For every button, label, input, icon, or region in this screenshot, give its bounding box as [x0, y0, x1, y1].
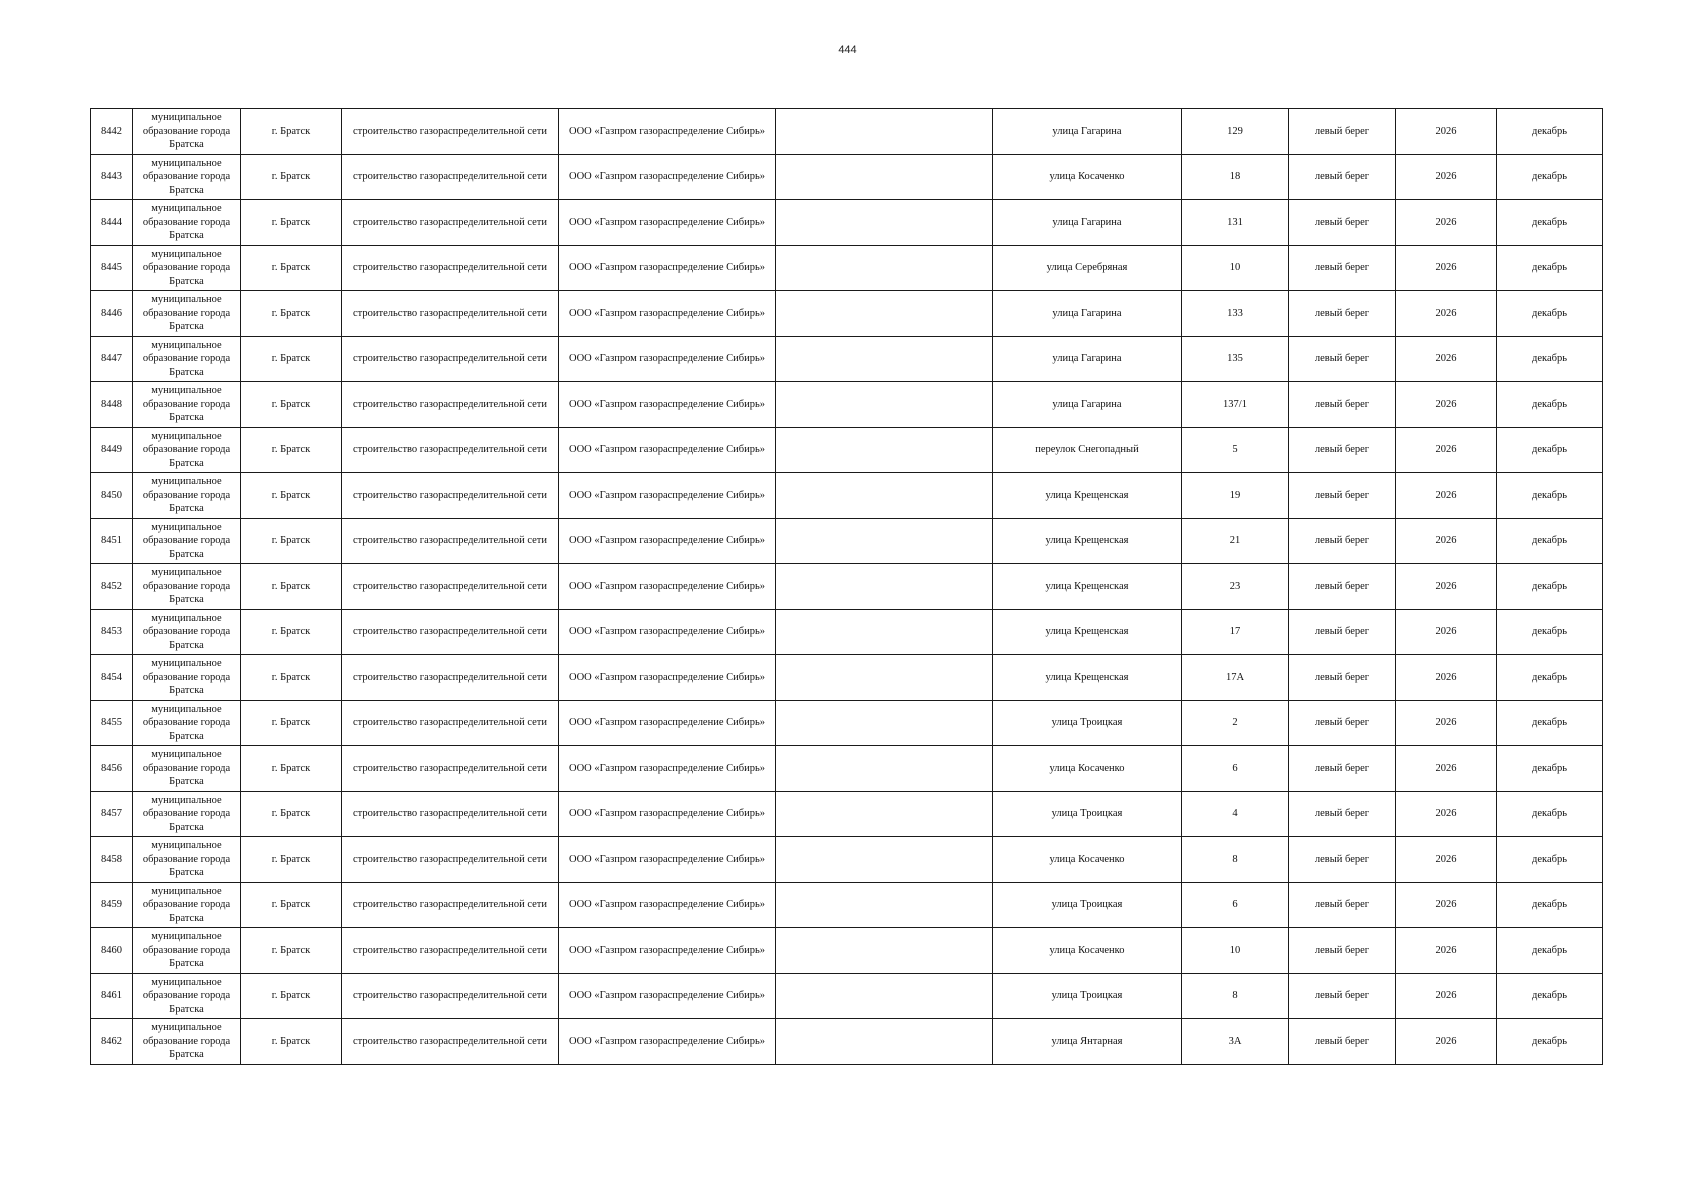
work-type-cell: строительство газораспределительной сети: [342, 746, 559, 792]
settlement-cell: г. Братск: [241, 973, 342, 1019]
street-cell: улица Троицкая: [993, 791, 1182, 837]
table-row: [91, 154, 1603, 200]
row-number-cell: 8450: [91, 473, 133, 519]
municipality-cell: муниципальное образование города Братска: [133, 200, 241, 246]
operator-cell: ООО «Газпром газораспределение Сибирь»: [559, 700, 776, 746]
table-row: [91, 245, 1603, 291]
street-cell: улица Гагарина: [993, 382, 1182, 428]
district-cell: левый берег: [1289, 564, 1396, 610]
work-type-cell: строительство газораспределительной сети: [342, 655, 559, 701]
work-type-cell: строительство газораспределительной сети: [342, 336, 559, 382]
municipality-cell: муниципальное образование города Братска: [133, 109, 241, 155]
settlement-cell: г. Братск: [241, 518, 342, 564]
year-cell: 2026: [1396, 245, 1497, 291]
settlement-cell: г. Братск: [241, 609, 342, 655]
municipality-cell: муниципальное образование города Братска: [133, 700, 241, 746]
municipality-cell: муниципальное образование города Братска: [133, 791, 241, 837]
month-cell: декабрь: [1497, 200, 1603, 246]
municipality-cell: муниципальное образование города Братска: [133, 655, 241, 701]
year-cell: 2026: [1396, 336, 1497, 382]
work-type-cell: строительство газораспределительной сети: [342, 473, 559, 519]
year-cell: 2026: [1396, 1019, 1497, 1065]
house-number-cell: 133: [1182, 291, 1289, 337]
settlement-cell: г. Братск: [241, 564, 342, 610]
settlement-cell: г. Братск: [241, 473, 342, 519]
street-cell: улица Косаченко: [993, 837, 1182, 883]
operator-cell: ООО «Газпром газораспределение Сибирь»: [559, 473, 776, 519]
district-cell: левый берег: [1289, 291, 1396, 337]
operator-cell: ООО «Газпром газораспределение Сибирь»: [559, 200, 776, 246]
empty-cell: [776, 109, 993, 155]
work-type-cell: строительство газораспределительной сети: [342, 700, 559, 746]
operator-cell: ООО «Газпром газораспределение Сибирь»: [559, 1019, 776, 1065]
empty-cell: [776, 928, 993, 974]
street-cell: улица Крещенская: [993, 655, 1182, 701]
operator-cell: ООО «Газпром газораспределение Сибирь»: [559, 746, 776, 792]
district-cell: левый берег: [1289, 655, 1396, 701]
work-type-cell: строительство газораспределительной сети: [342, 928, 559, 974]
street-cell: улица Косаченко: [993, 746, 1182, 792]
empty-cell: [776, 655, 993, 701]
row-number-cell: 8443: [91, 154, 133, 200]
month-cell: декабрь: [1497, 609, 1603, 655]
house-number-cell: 8: [1182, 973, 1289, 1019]
month-cell: декабрь: [1497, 655, 1603, 701]
settlement-cell: г. Братск: [241, 245, 342, 291]
house-number-cell: 10: [1182, 245, 1289, 291]
row-number-cell: 8459: [91, 882, 133, 928]
year-cell: 2026: [1396, 427, 1497, 473]
municipality-cell: муниципальное образование города Братска: [133, 473, 241, 519]
month-cell: декабрь: [1497, 746, 1603, 792]
row-number-cell: 8452: [91, 564, 133, 610]
district-cell: левый берег: [1289, 518, 1396, 564]
month-cell: декабрь: [1497, 382, 1603, 428]
table-row: [91, 382, 1603, 428]
row-number-cell: 8462: [91, 1019, 133, 1065]
empty-cell: [776, 200, 993, 246]
house-number-cell: 135: [1182, 336, 1289, 382]
table-row: [91, 700, 1603, 746]
house-number-cell: 131: [1182, 200, 1289, 246]
empty-cell: [776, 382, 993, 428]
house-number-cell: 129: [1182, 109, 1289, 155]
house-number-cell: 17А: [1182, 655, 1289, 701]
table-row: [91, 564, 1603, 610]
year-cell: 2026: [1396, 564, 1497, 610]
district-cell: левый берег: [1289, 837, 1396, 883]
settlement-cell: г. Братск: [241, 837, 342, 883]
house-number-cell: 19: [1182, 473, 1289, 519]
row-number-cell: 8442: [91, 109, 133, 155]
work-type-cell: строительство газораспределительной сети: [342, 1019, 559, 1065]
year-cell: 2026: [1396, 518, 1497, 564]
settlement-cell: г. Братск: [241, 200, 342, 246]
municipality-cell: муниципальное образование города Братска: [133, 518, 241, 564]
work-type-cell: строительство газораспределительной сети: [342, 109, 559, 155]
month-cell: декабрь: [1497, 245, 1603, 291]
work-type-cell: строительство газораспределительной сети: [342, 564, 559, 610]
empty-cell: [776, 245, 993, 291]
empty-cell: [776, 882, 993, 928]
street-cell: улица Троицкая: [993, 700, 1182, 746]
house-number-cell: 18: [1182, 154, 1289, 200]
house-number-cell: 2: [1182, 700, 1289, 746]
work-type-cell: строительство газораспределительной сети: [342, 518, 559, 564]
empty-cell: [776, 427, 993, 473]
table-row: [91, 427, 1603, 473]
settlement-cell: г. Братск: [241, 382, 342, 428]
operator-cell: ООО «Газпром газораспределение Сибирь»: [559, 336, 776, 382]
year-cell: 2026: [1396, 837, 1497, 883]
empty-cell: [776, 518, 993, 564]
district-cell: левый берег: [1289, 973, 1396, 1019]
settlement-cell: г. Братск: [241, 791, 342, 837]
house-number-cell: 23: [1182, 564, 1289, 610]
work-type-cell: строительство газораспределительной сети: [342, 382, 559, 428]
operator-cell: ООО «Газпром газораспределение Сибирь»: [559, 382, 776, 428]
street-cell: улица Крещенская: [993, 473, 1182, 519]
row-number-cell: 8444: [91, 200, 133, 246]
table-row: [91, 1019, 1603, 1065]
month-cell: декабрь: [1497, 837, 1603, 883]
district-cell: левый берег: [1289, 382, 1396, 428]
empty-cell: [776, 564, 993, 610]
table-row: [91, 336, 1603, 382]
district-cell: левый берег: [1289, 1019, 1396, 1065]
settlement-cell: г. Братск: [241, 655, 342, 701]
district-cell: левый берег: [1289, 336, 1396, 382]
empty-cell: [776, 609, 993, 655]
house-number-cell: 21: [1182, 518, 1289, 564]
year-cell: 2026: [1396, 928, 1497, 974]
settlement-cell: г. Братск: [241, 928, 342, 974]
municipality-cell: муниципальное образование города Братска: [133, 245, 241, 291]
table-row: [91, 200, 1603, 246]
district-cell: левый берег: [1289, 245, 1396, 291]
row-number-cell: 8456: [91, 746, 133, 792]
municipality-cell: муниципальное образование города Братска: [133, 564, 241, 610]
row-number-cell: 8446: [91, 291, 133, 337]
month-cell: декабрь: [1497, 973, 1603, 1019]
settlement-cell: г. Братск: [241, 882, 342, 928]
street-cell: улица Серебряная: [993, 245, 1182, 291]
settlement-cell: г. Братск: [241, 336, 342, 382]
work-type-cell: строительство газораспределительной сети: [342, 791, 559, 837]
month-cell: декабрь: [1497, 928, 1603, 974]
settlement-cell: г. Братск: [241, 109, 342, 155]
table-row: [91, 928, 1603, 974]
register-body: [91, 109, 1603, 1065]
month-cell: декабрь: [1497, 427, 1603, 473]
table-row: [91, 882, 1603, 928]
table-row: [91, 109, 1603, 155]
street-cell: улица Гагарина: [993, 200, 1182, 246]
year-cell: 2026: [1396, 109, 1497, 155]
register-table: [90, 108, 1603, 1065]
house-number-cell: 3А: [1182, 1019, 1289, 1065]
municipality-cell: муниципальное образование города Братска: [133, 837, 241, 883]
work-type-cell: строительство газораспределительной сети: [342, 200, 559, 246]
municipality-cell: муниципальное образование города Братска: [133, 928, 241, 974]
year-cell: 2026: [1396, 973, 1497, 1019]
month-cell: декабрь: [1497, 154, 1603, 200]
year-cell: 2026: [1396, 791, 1497, 837]
municipality-cell: муниципальное образование города Братска: [133, 427, 241, 473]
street-cell: улица Гагарина: [993, 109, 1182, 155]
year-cell: 2026: [1396, 746, 1497, 792]
work-type-cell: строительство газораспределительной сети: [342, 291, 559, 337]
street-cell: улица Косаченко: [993, 928, 1182, 974]
operator-cell: ООО «Газпром газораспределение Сибирь»: [559, 791, 776, 837]
empty-cell: [776, 700, 993, 746]
month-cell: декабрь: [1497, 518, 1603, 564]
month-cell: декабрь: [1497, 1019, 1603, 1065]
house-number-cell: 17: [1182, 609, 1289, 655]
district-cell: левый берег: [1289, 791, 1396, 837]
work-type-cell: строительство газораспределительной сети: [342, 609, 559, 655]
street-cell: улица Крещенская: [993, 564, 1182, 610]
municipality-cell: муниципальное образование города Братска: [133, 291, 241, 337]
work-type-cell: строительство газораспределительной сети: [342, 973, 559, 1019]
page-number: 444: [838, 44, 857, 56]
operator-cell: ООО «Газпром газораспределение Сибирь»: [559, 564, 776, 610]
row-number-cell: 8458: [91, 837, 133, 883]
district-cell: левый берег: [1289, 154, 1396, 200]
operator-cell: ООО «Газпром газораспределение Сибирь»: [559, 882, 776, 928]
operator-cell: ООО «Газпром газораспределение Сибирь»: [559, 154, 776, 200]
month-cell: декабрь: [1497, 336, 1603, 382]
district-cell: левый берег: [1289, 473, 1396, 519]
municipality-cell: муниципальное образование города Братска: [133, 882, 241, 928]
settlement-cell: г. Братск: [241, 746, 342, 792]
month-cell: декабрь: [1497, 291, 1603, 337]
operator-cell: ООО «Газпром газораспределение Сибирь»: [559, 427, 776, 473]
street-cell: улица Крещенская: [993, 518, 1182, 564]
table-row: [91, 518, 1603, 564]
month-cell: декабрь: [1497, 700, 1603, 746]
table-row: [91, 791, 1603, 837]
settlement-cell: г. Братск: [241, 427, 342, 473]
district-cell: левый берег: [1289, 109, 1396, 155]
district-cell: левый берег: [1289, 882, 1396, 928]
operator-cell: ООО «Газпром газораспределение Сибирь»: [559, 837, 776, 883]
row-number-cell: 8453: [91, 609, 133, 655]
municipality-cell: муниципальное образование города Братска: [133, 154, 241, 200]
row-number-cell: 8454: [91, 655, 133, 701]
operator-cell: ООО «Газпром газораспределение Сибирь»: [559, 973, 776, 1019]
street-cell: улица Троицкая: [993, 973, 1182, 1019]
operator-cell: ООО «Газпром газораспределение Сибирь»: [559, 518, 776, 564]
house-number-cell: 6: [1182, 746, 1289, 792]
row-number-cell: 8451: [91, 518, 133, 564]
district-cell: левый берег: [1289, 700, 1396, 746]
house-number-cell: 5: [1182, 427, 1289, 473]
year-cell: 2026: [1396, 609, 1497, 655]
row-number-cell: 8460: [91, 928, 133, 974]
empty-cell: [776, 154, 993, 200]
table-row: [91, 473, 1603, 519]
district-cell: левый берег: [1289, 746, 1396, 792]
operator-cell: ООО «Газпром газораспределение Сибирь»: [559, 291, 776, 337]
empty-cell: [776, 291, 993, 337]
month-cell: декабрь: [1497, 882, 1603, 928]
operator-cell: ООО «Газпром газораспределение Сибирь»: [559, 245, 776, 291]
municipality-cell: муниципальное образование города Братска: [133, 336, 241, 382]
house-number-cell: 4: [1182, 791, 1289, 837]
empty-cell: [776, 473, 993, 519]
district-cell: левый берег: [1289, 928, 1396, 974]
empty-cell: [776, 1019, 993, 1065]
empty-cell: [776, 791, 993, 837]
row-number-cell: 8447: [91, 336, 133, 382]
year-cell: 2026: [1396, 291, 1497, 337]
row-number-cell: 8449: [91, 427, 133, 473]
house-number-cell: 137/1: [1182, 382, 1289, 428]
street-cell: улица Гагарина: [993, 336, 1182, 382]
empty-cell: [776, 746, 993, 792]
empty-cell: [776, 837, 993, 883]
district-cell: левый берег: [1289, 609, 1396, 655]
month-cell: декабрь: [1497, 109, 1603, 155]
year-cell: 2026: [1396, 154, 1497, 200]
settlement-cell: г. Братск: [241, 700, 342, 746]
year-cell: 2026: [1396, 382, 1497, 428]
municipality-cell: муниципальное образование города Братска: [133, 609, 241, 655]
operator-cell: ООО «Газпром газораспределение Сибирь»: [559, 609, 776, 655]
year-cell: 2026: [1396, 882, 1497, 928]
table-row: [91, 609, 1603, 655]
house-number-cell: 8: [1182, 837, 1289, 883]
district-cell: левый берег: [1289, 427, 1396, 473]
year-cell: 2026: [1396, 655, 1497, 701]
operator-cell: ООО «Газпром газораспределение Сибирь»: [559, 655, 776, 701]
municipality-cell: муниципальное образование города Братска: [133, 746, 241, 792]
street-cell: улица Гагарина: [993, 291, 1182, 337]
district-cell: левый берег: [1289, 200, 1396, 246]
row-number-cell: 8461: [91, 973, 133, 1019]
settlement-cell: г. Братск: [241, 1019, 342, 1065]
street-cell: улица Янтарная: [993, 1019, 1182, 1065]
street-cell: переулок Снегопадный: [993, 427, 1182, 473]
settlement-cell: г. Братск: [241, 154, 342, 200]
house-number-cell: 6: [1182, 882, 1289, 928]
work-type-cell: строительство газораспределительной сети: [342, 154, 559, 200]
month-cell: декабрь: [1497, 791, 1603, 837]
empty-cell: [776, 973, 993, 1019]
year-cell: 2026: [1396, 700, 1497, 746]
table-row: [91, 655, 1603, 701]
row-number-cell: 8457: [91, 791, 133, 837]
house-number-cell: 10: [1182, 928, 1289, 974]
settlement-cell: г. Братск: [241, 291, 342, 337]
municipality-cell: муниципальное образование города Братска: [133, 382, 241, 428]
municipality-cell: муниципальное образование города Братска: [133, 1019, 241, 1065]
table-row: [91, 973, 1603, 1019]
row-number-cell: 8445: [91, 245, 133, 291]
street-cell: улица Троицкая: [993, 882, 1182, 928]
operator-cell: ООО «Газпром газораспределение Сибирь»: [559, 109, 776, 155]
work-type-cell: строительство газораспределительной сети: [342, 837, 559, 883]
table-row: [91, 746, 1603, 792]
year-cell: 2026: [1396, 473, 1497, 519]
work-type-cell: строительство газораспределительной сети: [342, 245, 559, 291]
street-cell: улица Косаченко: [993, 154, 1182, 200]
month-cell: декабрь: [1497, 473, 1603, 519]
row-number-cell: 8448: [91, 382, 133, 428]
municipality-cell: муниципальное образование города Братска: [133, 973, 241, 1019]
work-type-cell: строительство газораспределительной сети: [342, 427, 559, 473]
work-type-cell: строительство газораспределительной сети: [342, 882, 559, 928]
street-cell: улица Крещенская: [993, 609, 1182, 655]
row-number-cell: 8455: [91, 700, 133, 746]
year-cell: 2026: [1396, 200, 1497, 246]
table-row: [91, 291, 1603, 337]
month-cell: декабрь: [1497, 564, 1603, 610]
operator-cell: ООО «Газпром газораспределение Сибирь»: [559, 928, 776, 974]
empty-cell: [776, 336, 993, 382]
table-row: [91, 837, 1603, 883]
